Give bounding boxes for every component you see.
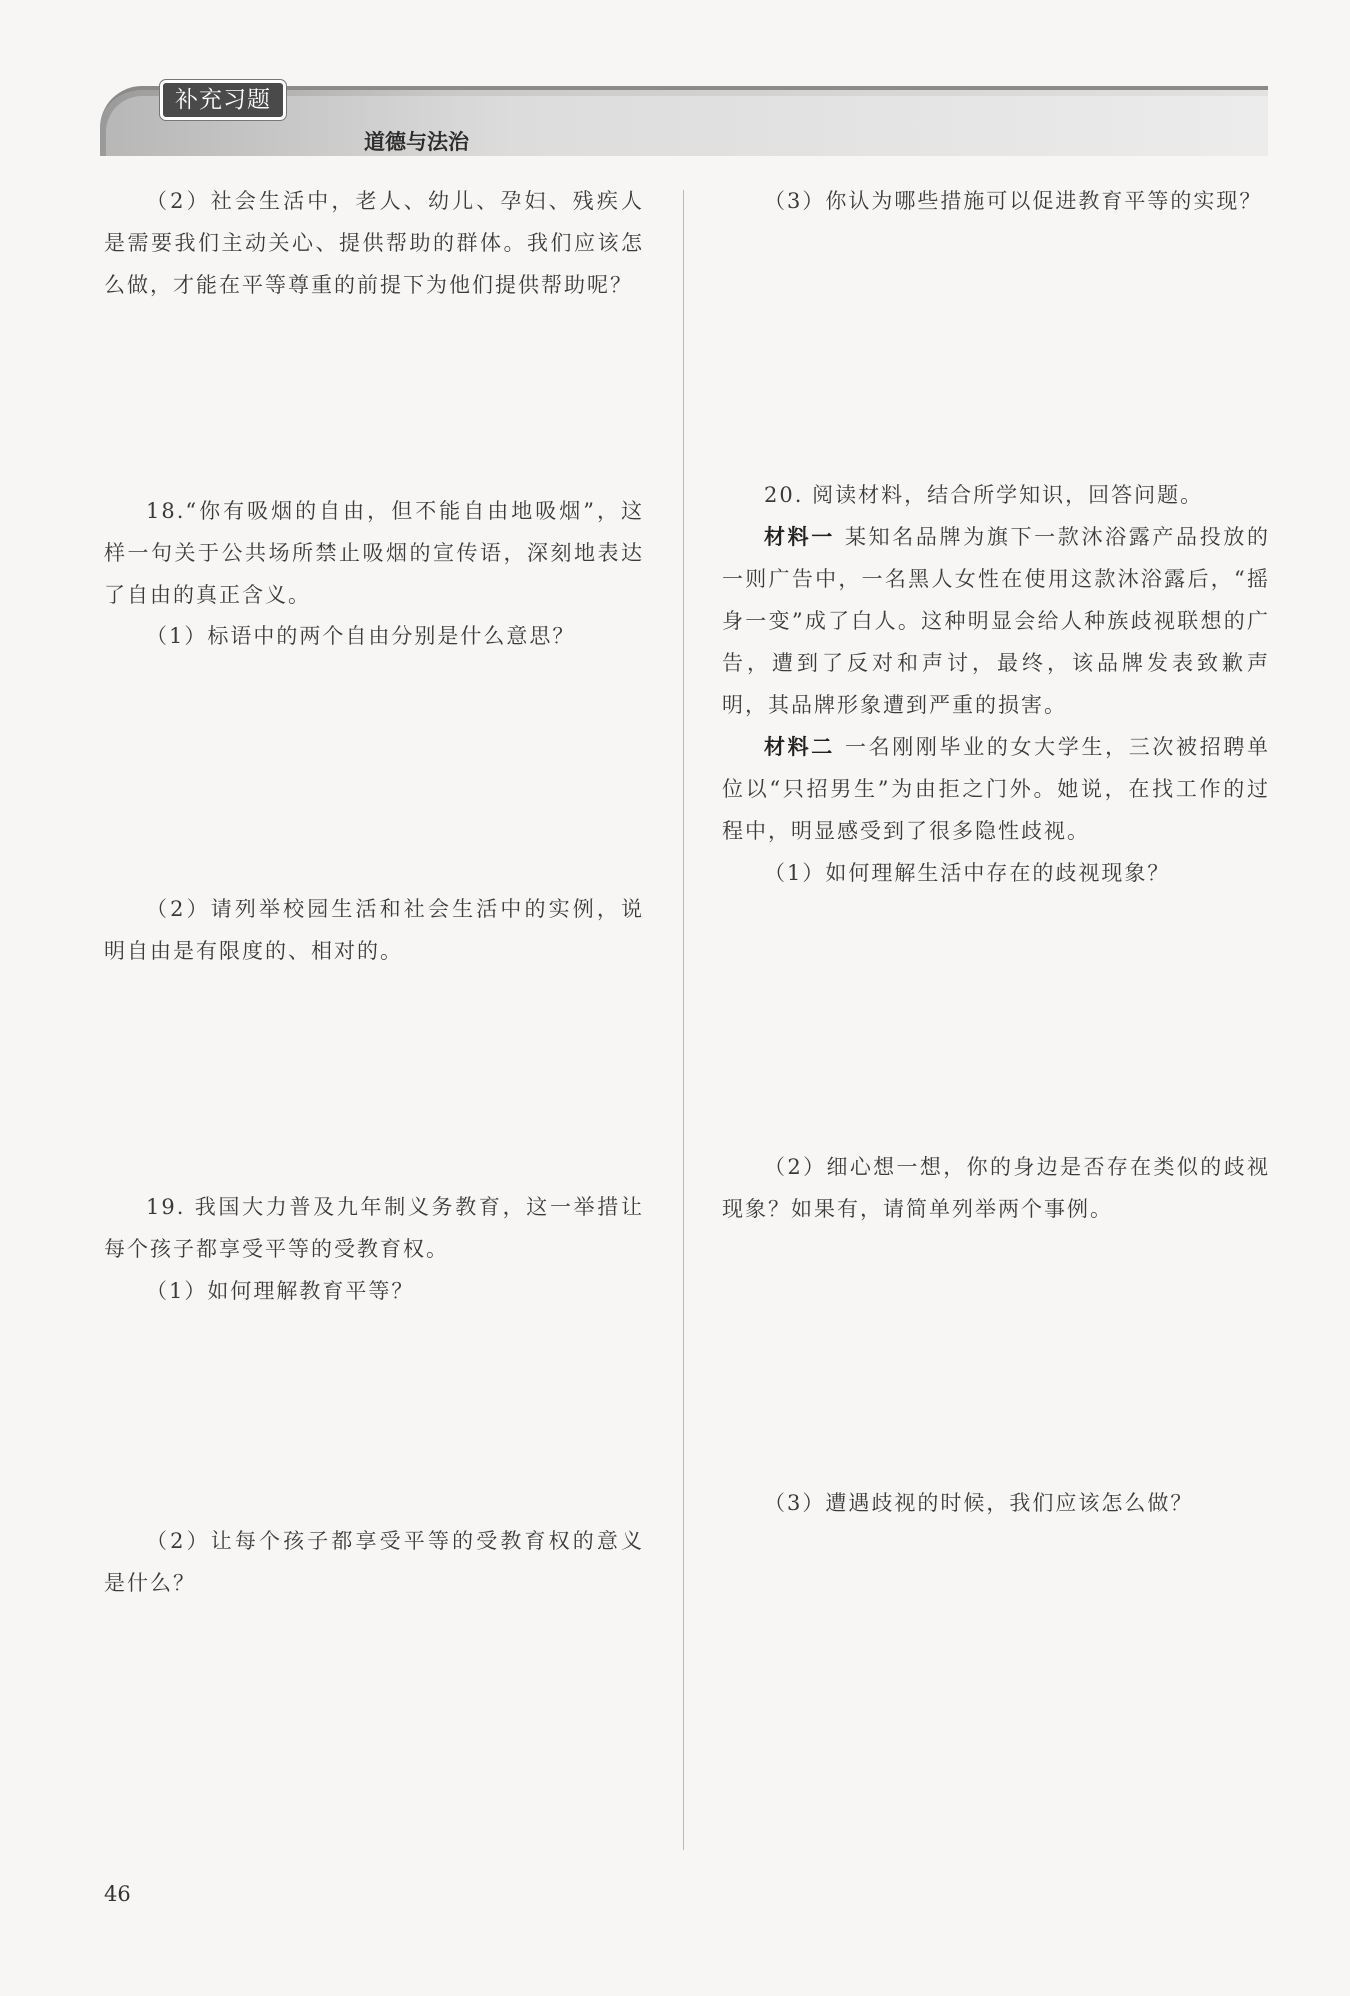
question-19-1: （1）如何理解教育平等？ [146,1279,415,1303]
question-20: 20. 阅读材料，结合所学知识，回答问题。 [764,483,1204,507]
question-19-2: （2）让每个孩子都享受平等的受教育权的意义是什么？ [104,1529,644,1595]
question-19: 19. 我国大力普及九年制义务教育，这一举措让每个孩子都享受平等的受教育权。 [104,1195,644,1261]
material-two-label: 材料二 [764,735,835,759]
column-divider [683,190,684,1850]
question-17-2: （2）社会生活中，老人、幼儿、孕妇、残疾人是需要我们主动关心、提供帮助的群体。我们应该怎么做，才能在平等尊重的前提下为他们提供帮助呢？ [104,189,644,297]
material-one-label: 材料一 [764,525,835,549]
question-19-3: （3）你认为哪些措施可以促进教育平等的实现？ [764,189,1263,213]
material-one [722,516,1270,726]
question-20-1: （1）如何理解生活中存在的歧视现象？ [764,861,1171,885]
question-18-1: （1）标语中的两个自由分别是什么意思？ [146,624,576,648]
material-one-text: 某知名品牌为旗下一款沐浴露产品投放的一则广告中，一名黑人女性在使用这款沐浴露后，“摇身一变”成了白人。这种明显会给人种族歧视联想的广告，遭到了反对和声讨，最终，该品牌发表致歉声明，其品牌形象遭到严重的损害。 [722,525,1271,717]
question-18: 18.“你有吸烟的自由，但不能自由地吸烟”，这样一句关于公共场所禁止吸烟的宣传语，深刻地表达了自由的真正含义。 [104,499,644,607]
page-number: 46 [104,1882,131,1906]
material-two-text: 一名刚刚毕业的女大学生，三次被招聘单位以“只招男生”为由拒之门外。她说，在找工作的过程中，明显感受到了很多隐性歧视。 [722,735,1271,843]
question-18-2: （2）请列举校园生活和社会生活中的实例，说明自由是有限度的、相对的。 [104,897,644,963]
section-tag: 补充习题 [160,80,286,120]
material-two [722,726,1270,852]
question-20-3: （3）遭遇歧视的时候，我们应该怎么做？ [764,1491,1194,1515]
question-20-2: （2）细心想一想，你的身边是否存在类似的歧视现象？如果有，请简单列举两个事例。 [722,1155,1270,1221]
subject-title: 道德与法治 [364,130,469,154]
